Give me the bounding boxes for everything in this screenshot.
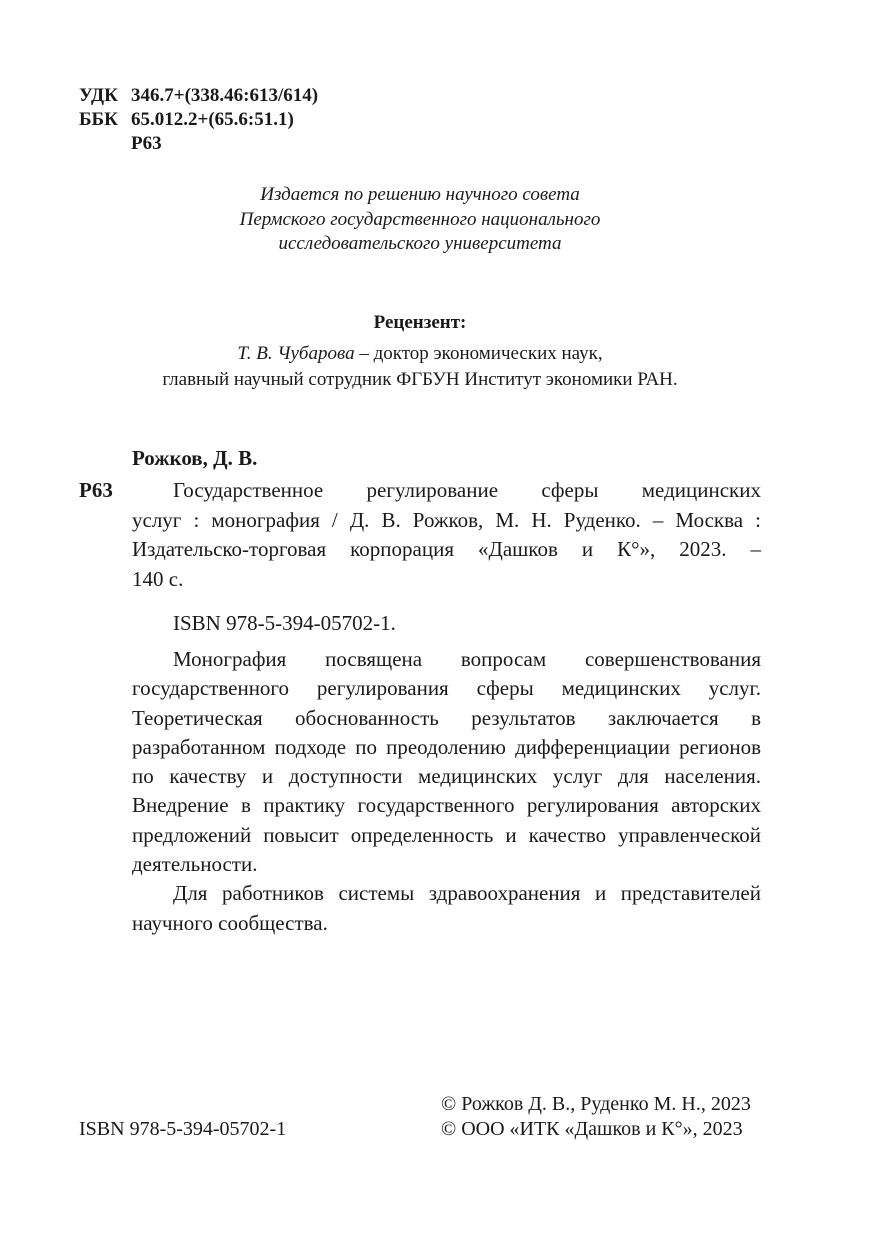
title-line: Издательско-торговая корпорация «Дашков и К°», 2023. – [132,537,761,562]
udk-row [79,84,318,108]
annotation-paragraph: Монография посвящена вопросам совершенствования государственного регулирования сферы медицинских услуг. Теоретическая обоснованность результатов заключается в разработанном подходе по преодолению дифференциации регионов по качеству и доступности медицинских услуг для населения. Внедрение в практику государственного регулирования авторских предложений повысит определенность и качество управленческой деятельности. [132,647,761,877]
reviewer-line-2: главный научный сотрудник ФГБУН Институт экономики РАН. [162,369,678,390]
copyright-authors: © Рожков Д. В., Руденко М. Н., 2023 [441,1093,751,1115]
author-heading: Рожков, Д. В. [132,446,258,470]
reviewer-line-1 [79,341,761,367]
title-line: 140 с. [132,566,184,591]
bbk-label: ББК [79,109,118,130]
title-line: Государственное регулирование сферы медицинских [173,478,761,502]
reviewer-text [79,341,761,393]
footer-isbn: ISBN 978-5-394-05702-1 [79,1118,287,1140]
bbk-row [79,108,294,132]
udk-label: УДК [79,85,118,106]
author-code: Р63 [131,133,162,154]
bibliographic-description [132,476,761,594]
council-line: исследовательского университета [278,233,562,254]
isbn-line: ISBN 978-5-394-05702-1. [173,611,396,635]
bbk-value: 65.012.2+(65.6:51.1) [131,109,294,130]
author-mark: Р63 [79,478,113,502]
reviewer-heading: Рецензент: [373,312,467,333]
reviewer-name: Т. В. Чубарова [237,343,355,364]
copyright-block [441,1092,751,1142]
copyright-publisher: © ООО «ИТК «Дашков и К°», 2023 [441,1118,743,1140]
council-note [79,183,761,257]
title-line: услуг : монография / Д. В. Рожков, М. Н. Руденко. – Москва : [132,507,761,532]
reviewer-degree: – доктор экономических наук, [354,343,603,364]
annotation [132,645,761,938]
udk-value: 346.7+(338.46:613/614) [131,85,319,106]
council-line: Пермского государственного национального [239,208,601,230]
annotation-paragraph: Для работников системы здравоохранения и представителей научного сообщества. [132,881,761,935]
author-code-row [79,132,162,156]
council-line: Издается по решению научного совета [260,184,580,205]
